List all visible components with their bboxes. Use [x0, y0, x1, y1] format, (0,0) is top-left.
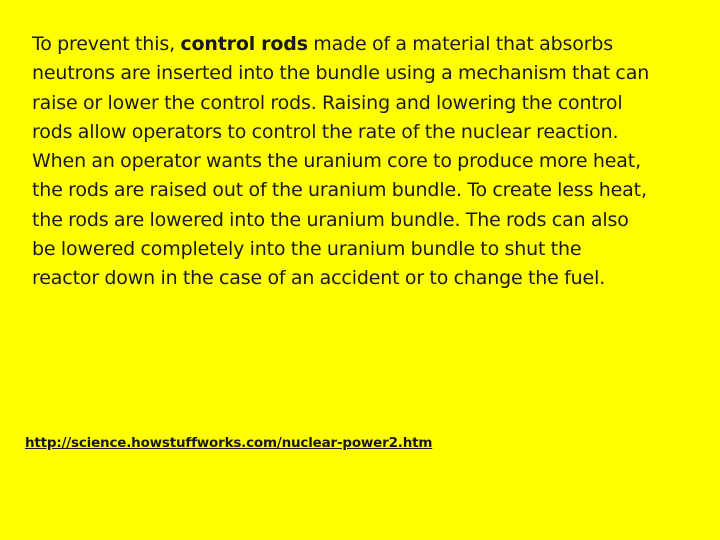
paragraph-line-4: rods allow operators to control the rate of the nuclear reaction. — [32, 120, 619, 143]
body-paragraph — [32, 30, 702, 294]
line1-post-text: made of a material that absorbs — [307, 33, 614, 55]
paragraph-line-6: the rods are raised out of the uranium bundle. To create less heat, — [32, 179, 647, 202]
paragraph-line-2: neutrons are inserted into the bundle using a mechanism that can — [32, 62, 650, 85]
paragraph-line-8: be lowered completely into the uranium bundle to shut the — [32, 238, 582, 261]
paragraph-line-5: When an operator wants the uranium core to produce more heat, — [32, 150, 641, 173]
paragraph-line-7: the rods are lowered into the uranium bundle. The rods can also — [32, 208, 629, 231]
source-link[interactable]: http://science.howstuffworks.com/nuclear-power2.htm — [25, 435, 433, 451]
control-rods-term: control rods — [180, 33, 308, 55]
paragraph-line-9: reactor down in the case of an accident or to change the fuel. — [32, 267, 606, 290]
paragraph-line-1 — [32, 30, 702, 59]
paragraph-line-3: raise or lower the control rods. Raising and lowering the control — [32, 91, 623, 114]
line1-pre-text: To prevent this, — [32, 33, 181, 55]
